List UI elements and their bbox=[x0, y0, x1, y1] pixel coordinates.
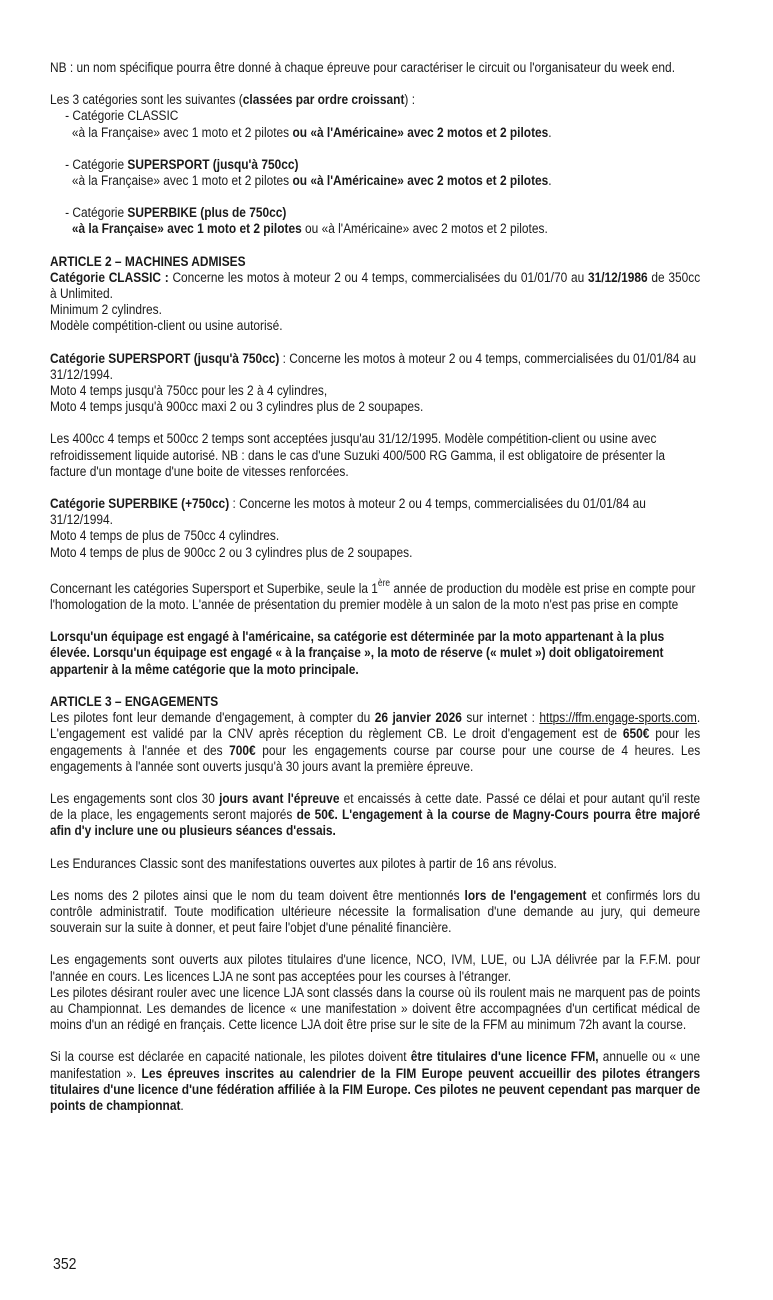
text: - Catégorie bbox=[65, 108, 128, 125]
bold-text: classées par ordre croissant bbox=[242, 92, 405, 109]
text: . bbox=[548, 173, 552, 190]
category-supersport-formats bbox=[50, 173, 700, 189]
exception-paragraph: Les 400cc 4 temps et 500cc 2 temps sont acceptées jusqu'au 31/12/1995. Modèle compétition-client ou usine avec refroidissement liquide autorisé. NB : dans le cas d'une Suzuki 400/500 RG Gamma, il est obligatoire de présenter la facture d'un montage d'une boite de vitesses renforcées. bbox=[50, 431, 666, 480]
national-capacity-paragraph bbox=[50, 1049, 700, 1114]
text: Les noms des 2 pilotes ainsi que le nom du team doivent être mentionnés bbox=[50, 887, 465, 904]
text: . bbox=[180, 1097, 184, 1114]
licence-paragraph: Les engagements sont ouverts aux pilotes titulaires d'une licence, NCO, IVM, LUE, ou LJA délivrée par la F.F.M. pour l'année en cours. Les licences LJA ne sont pas acceptées pour les courses à l'étranger. bbox=[50, 952, 701, 985]
bold-text: Catégorie SUPERBIKE (+750cc) bbox=[50, 496, 230, 513]
document-page bbox=[50, 60, 700, 1114]
text: année de production du modèle est prise en compte pour l'homologation de la moto. L'année de présentation du premier modèle à un salon de la moto n'est pas prise en compte bbox=[50, 580, 696, 614]
bold-text: «à la Française» avec 1 moto et 2 pilotes bbox=[71, 221, 302, 238]
classic-line-2: Minimum 2 cylindres. bbox=[50, 302, 162, 319]
engagement-paragraph bbox=[50, 710, 700, 775]
homologation-paragraph bbox=[50, 577, 700, 614]
superbike-paragraph bbox=[50, 496, 700, 528]
classic-line-3: Modèle compétition-client ou usine autorisé. bbox=[50, 318, 283, 335]
text: - Catégorie bbox=[65, 156, 128, 173]
category-name: SUPERSPORT (jusqu'à 750cc) bbox=[127, 156, 299, 173]
text: Les pilotes font leur demande d'engagement, à compter du bbox=[50, 710, 375, 727]
bold-text: ou «à l'Américaine» avec 2 motos et 2 pilotes bbox=[292, 124, 549, 141]
text: annuelle ou « une manifestation ». bbox=[50, 1049, 701, 1082]
text: sur internet : bbox=[461, 710, 540, 727]
nb-paragraph: NB : un nom spécifique pourra être donné à chaque épreuve pour caractériser le circuit ou l'organisateur du week end. bbox=[50, 60, 676, 76]
text: pour les engagements course par course pour une course de 4 heures. Les engagements à l'année sont ouverts jusqu'à 30 jours avant la première épreuve. bbox=[50, 742, 701, 775]
text: : Concerne les motos à moteur 2 ou 4 temps, commercialisées du 01/01/84 au 31/12/1994. bbox=[50, 350, 696, 383]
bold-text: Catégorie SUPERSPORT (jusqu'à 750cc) bbox=[50, 350, 280, 367]
text: - Catégorie bbox=[65, 205, 128, 222]
classic-paragraph bbox=[50, 270, 700, 302]
text: et confirmés lors du contrôle administratif. Toute modification ultérieure nécessite la formalisation d'une demande au jury, qui demeure souverain sur la suite à donner, et peut faire l'objet d'une pénalité financière. bbox=[50, 887, 701, 937]
engage-sports-link[interactable]: https://ffm.engage-sports.com bbox=[539, 710, 697, 727]
bold-text: 26 janvier 2026 bbox=[374, 710, 462, 727]
category-classic-title bbox=[50, 108, 700, 124]
text: Les 3 catégories sont les suivantes ( bbox=[50, 92, 243, 109]
closing-paragraph bbox=[50, 791, 700, 840]
text: ou «à l'Américaine» avec 2 motos et 2 pilotes. bbox=[301, 221, 548, 238]
text: . L'engagement est validé par la CNV après réception du règlement CB. Le droit d'engagement est de bbox=[50, 710, 701, 743]
text: : Concerne les motos à moteur 2 ou 4 temps, commercialisées du 01/01/84 au 31/12/1994. bbox=[50, 496, 646, 529]
bold-text: être titulaires d'une licence FFM, bbox=[410, 1049, 599, 1066]
superbike-line-2: Moto 4 temps de plus de 750cc 4 cylindres. bbox=[50, 528, 280, 545]
superbike-line-3: Moto 4 temps de plus de 900cc 2 ou 3 cylindres plus de 2 soupapes. bbox=[50, 544, 413, 561]
category-superbike-title bbox=[50, 205, 700, 221]
text: «à la Française» avec 1 moto et 2 pilotes bbox=[71, 124, 293, 141]
bold-text: Catégorie CLASSIC : bbox=[50, 269, 169, 286]
text: . bbox=[548, 124, 552, 141]
age-paragraph: Les Endurances Classic sont des manifestations ouvertes aux pilotes à partir de 16 ans révolus. bbox=[50, 855, 557, 872]
article-3-heading: ARTICLE 3 – ENGAGEMENTS bbox=[50, 693, 219, 710]
article-2-heading: ARTICLE 2 – MACHINES ADMISES bbox=[50, 253, 246, 270]
text: Si la course est déclarée en capacité nationale, les pilotes doivent bbox=[50, 1049, 411, 1066]
text: «à la Française» avec 1 moto et 2 pilotes bbox=[71, 173, 293, 190]
category-name: CLASSIC bbox=[127, 108, 179, 125]
bold-text: Lorsqu'un équipage est engagé à l'américaine, sa catégorie est déterminée par la moto appartenant à la plus élevée. Lorsqu'un équipage est engagé « à la française », la moto de réserve (« mulet ») doit obligatoirement appartenir à la même catégorie que la moto principale. bbox=[50, 629, 665, 678]
text: et encaissés à cette date. Passé ce délai et pour autant qu'il reste de la place, les engagements seront majorés bbox=[50, 790, 701, 824]
supersport-paragraph bbox=[50, 351, 700, 383]
text: Les engagements sont clos 30 bbox=[50, 790, 220, 807]
supersport-line-2: Moto 4 temps jusqu'à 750cc pour les 2 à 4 cylindres, bbox=[50, 383, 328, 400]
category-supersport-title bbox=[50, 157, 700, 173]
equipage-paragraph bbox=[50, 629, 700, 678]
category-name: SUPERBIKE (plus de 750cc) bbox=[127, 205, 287, 222]
categories-intro bbox=[50, 92, 700, 108]
text: ) : bbox=[404, 92, 416, 109]
supersport-line-3: Moto 4 temps jusqu'à 900cc maxi 2 ou 3 cylindres plus de 2 soupapes. bbox=[50, 399, 424, 416]
text: Concernant les catégories Supersport et Superbike, seule la 1 bbox=[50, 580, 378, 597]
bold-text: de 50€. L'engagement à la course de Magny-Cours pourra être majoré afin d'y inclure une ou plusieurs séances d'essais. bbox=[50, 807, 701, 840]
text: de 350cc à Unlimited. bbox=[50, 269, 701, 303]
superscript: ère bbox=[377, 577, 391, 589]
bold-text: 31/12/1986 bbox=[587, 269, 648, 286]
bold-text: Les épreuves inscrites au calendrier de la FIM Europe peuvent accueillir des pilotes étrangers titulaires d'une licence d'une fédération affiliée à la FIM Europe. Ces pilotes ne peuvent cependant pas marquer de points de championnat bbox=[50, 1065, 701, 1114]
bold-text: 700€ bbox=[229, 742, 256, 759]
page-number: 352 bbox=[53, 1256, 77, 1273]
bold-text: 650€ bbox=[622, 726, 650, 743]
category-superbike-formats bbox=[50, 221, 700, 237]
bold-text: ou «à l'Américaine» avec 2 motos et 2 pilotes bbox=[292, 173, 549, 190]
text: pour les engagements à l'année et des bbox=[50, 726, 701, 759]
category-classic-formats bbox=[50, 125, 700, 141]
text: Concerne les motos à moteur 2 ou 4 temps, commercialisées du 01/01/70 au bbox=[168, 269, 588, 286]
team-names-paragraph bbox=[50, 888, 700, 937]
lja-paragraph: Les pilotes désirant rouler avec une licence LJA sont classés dans la course où ils roulent mais ne marquent pas de points au Championnat. Les demandes de licence « une manifestation » doivent être accompagnées d'un certificat médical de moins d'un an rédigé en français. Cette licence LJA doit être prise sur le site de la FFM au minimum 72h avant la course. bbox=[50, 984, 701, 1034]
bold-text: jours avant l'épreuve bbox=[219, 790, 340, 807]
bold-text: lors de l'engagement bbox=[464, 887, 587, 904]
